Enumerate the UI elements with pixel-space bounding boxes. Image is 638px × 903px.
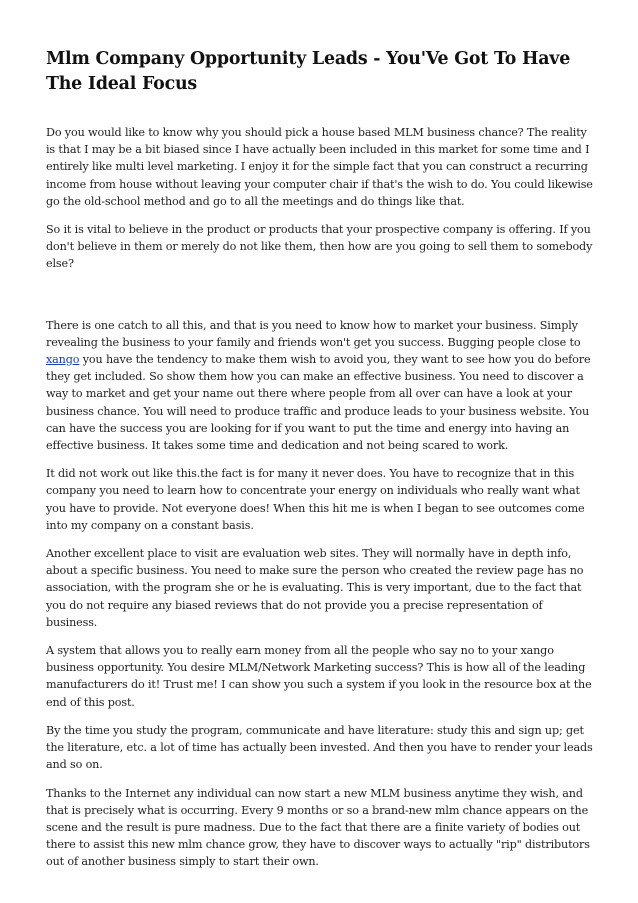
document-page bbox=[46, 47, 593, 882]
paragraph-5: Another excellent place to visit are evaluation web sites. They will normally have in depth info, about a specific business. You need to make sure the person who created the review page has no association, with the program she or he is evaluating. This is very important, due to the fact that you do not require any biased reviews that do not provide you a precise representation of business. bbox=[46, 547, 584, 629]
paragraph-3-before-link: There is one catch to all this, and that is you need to know how to market your business. Simply revealing the business to your family and friends won't get you success. Bugging people close to bbox=[46, 318, 581, 349]
paragraph-3-after-link: you have the tendency to make them wish to avoid you, they want to see how you do before they get included. So show them how you can make an effective business. You need to discover a way to market and get your name out there where people from all over can have a look at your business chance. You will need to produce traffic and produce leads to your business website. You can have the success you are looking for if you want to put the time and energy into having an effective business. It takes some time and dedication and not being scared to work. bbox=[46, 353, 591, 453]
paragraph-3 bbox=[46, 317, 593, 455]
page-title: Mlm Company Opportunity Leads - You'Ve Got To Have The Ideal Focus bbox=[46, 49, 571, 94]
paragraph-7: By the time you study the program, communicate and have literature: study this and sign up; get the literature, etc. a lot of time has actually been invested. And then you have to render your leads and so on. bbox=[46, 723, 593, 772]
paragraph-8: Thanks to the Internet any individual can now start a new MLM business anytime they wish, and that is precisely what is occurring. Every 9 months or so a brand-new mlm chance appears on the scene and the result is pure madness. Due to the fact that there are a finite variety of bodies out there to assist this new mlm chance grow, they have to discover ways to actually "rip" distributors out of another business simply to start their own. bbox=[46, 786, 590, 869]
paragraph-6: A system that allows you to really earn money from all the people who say no to your xango business opportunity. You desire MLM/Network Marketing success? This is how all of the leading manufacturers do it! Trust me! I can show you such a system if you look in the resource box at the end of this post. bbox=[46, 644, 592, 709]
xango-link[interactable]: xango bbox=[46, 353, 80, 367]
paragraph-1: Do you would like to know why you should pick a house based MLM business chance? The reality is that I may be a bit biased since I have actually been included in this market for some time and I entirely like multi level marketing. I enjoy it for the simple fact that you can construct a recurring income from house without leaving your computer chair if that's the wish to do. You could likewise go the old-school method and go to all the meetings and do things like that. bbox=[46, 126, 593, 208]
paragraph-2: So it is vital to believe in the product or products that your prospective company is offering. If you don't believe in them or merely do not like them, then how are you going to sell them to somebody else? bbox=[46, 223, 593, 271]
paragraph-4: It did not work out like this.the fact is for many it never does. You have to recognize that in this company you need to learn how to concentrate your energy on individuals who really want what you have to provide. Not everyone does! When this hit me is when I began to see outcomes come into my company on a constant basis. bbox=[46, 467, 585, 532]
